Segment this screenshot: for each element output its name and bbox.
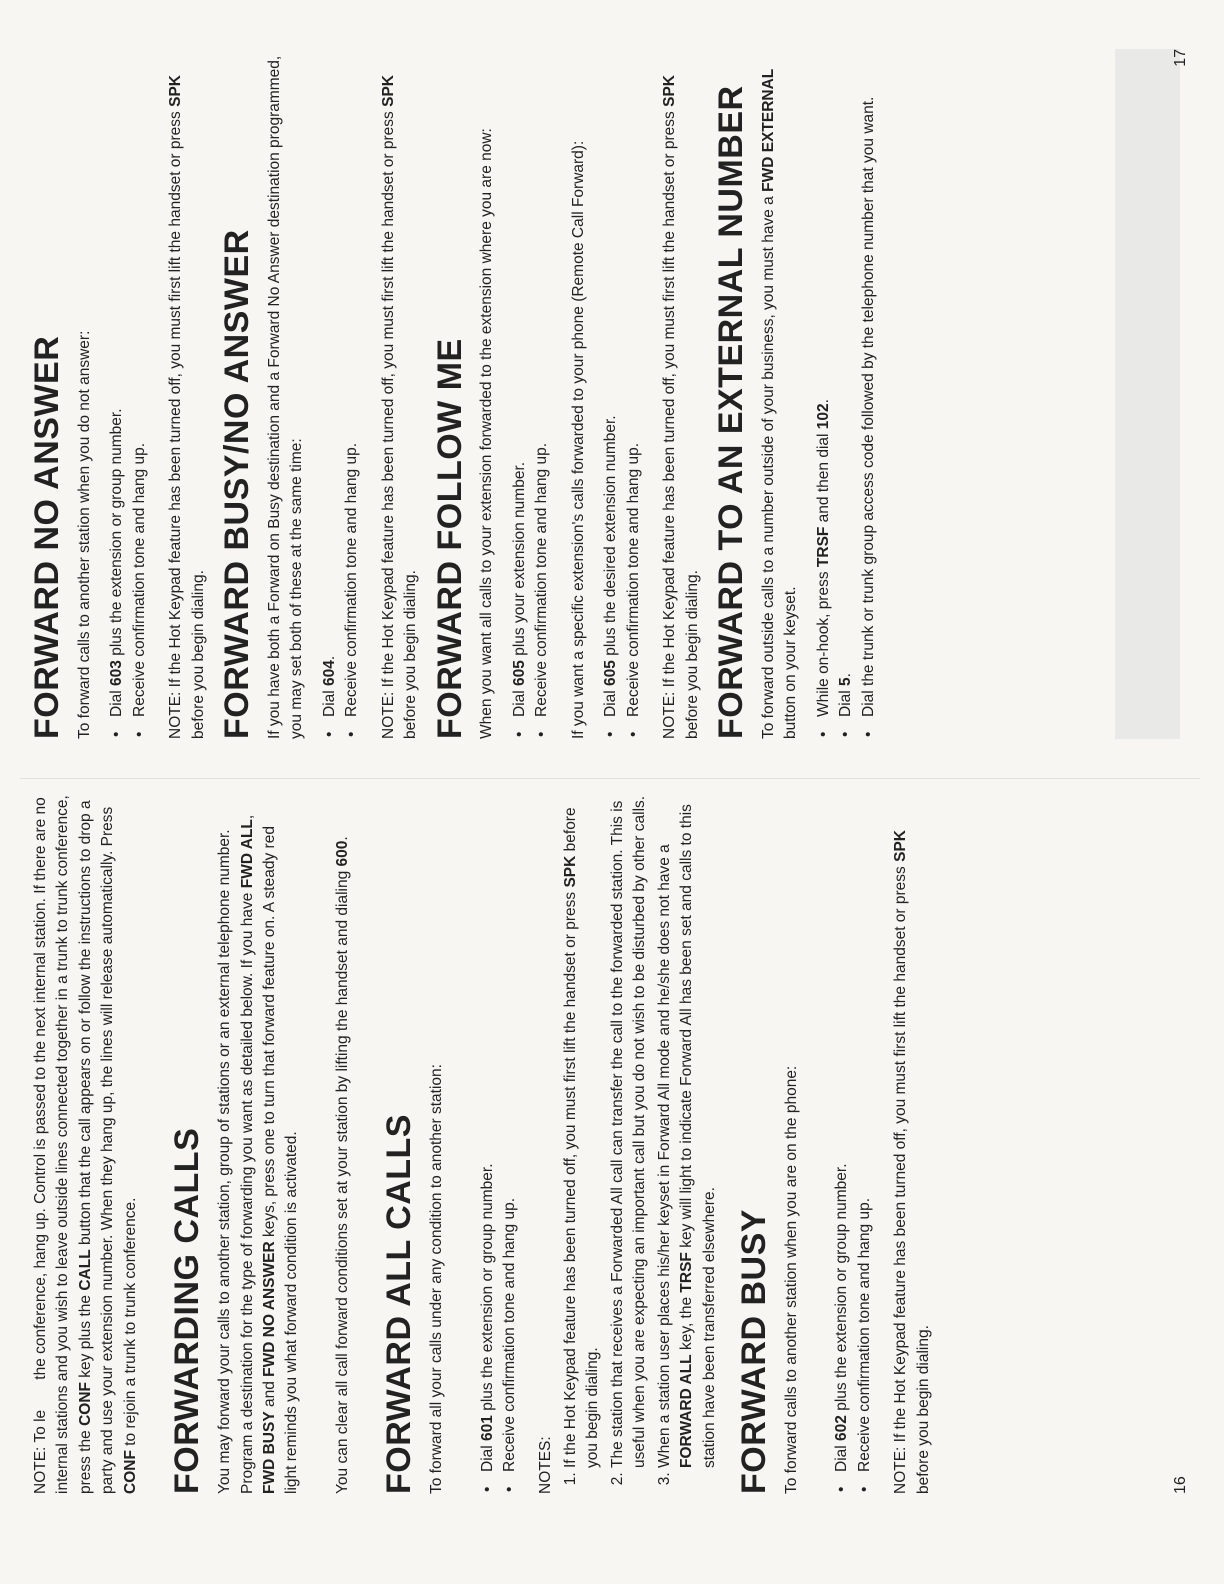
section-title-forward-follow-me: FORWARD FOLLOW ME	[430, 338, 469, 739]
notes-list	[560, 794, 721, 1494]
list-item: • Dial 605 plus the desired extension number.	[600, 49, 622, 717]
list-item: • While on-hook, press TRSF and then dial 102.	[813, 49, 835, 717]
list-item: 1. If the Hot Keypad feature has been turned off, you must first lift the handset or press SPK before you begin dialing.	[560, 794, 605, 1468]
section-intro: To forward calls to another station when you are on the phone:	[782, 1065, 800, 1494]
key-name: TRSF	[814, 526, 832, 568]
list-item: • Dial 601 plus the extension or group number.	[477, 794, 499, 1472]
page-number: 16	[1172, 1476, 1189, 1494]
clear-forward-instruction: You can clear all call forward conditions set at your station by lifting the handset and dialing 600.	[333, 836, 351, 1494]
steps-list	[106, 49, 151, 739]
key-name: FORWARD ALL	[678, 1354, 696, 1468]
list-item: • Dial 602 plus the extension or group number.	[831, 794, 853, 1472]
page-fold	[20, 778, 1200, 779]
steps-list	[831, 794, 876, 1494]
note-text: button that the call appears on or follow the instructions to drop a party and use your extension number. When they hang up, the lines will release automatically. Press	[76, 800, 117, 1494]
hot-keypad-note: NOTE: If the Hot Keypad feature has been turned off, you must first lift the handset or press SPK before you begin dialing.	[379, 75, 420, 739]
steps-list	[319, 49, 364, 739]
list-item: • Dial 5.	[835, 49, 857, 717]
list-item: • Receive confirmation tone and hang up.	[499, 794, 521, 1472]
list-item: • Dial 604.	[319, 49, 341, 717]
section-intro: If you have both a Forward on Busy destination and a Forward No Answer destination programmed, you may set both of these at the same time:	[265, 55, 306, 739]
dial-code: 602	[833, 1415, 851, 1441]
section-title-forward-busy: FORWARD BUSY	[735, 1209, 774, 1494]
section-intro: If you want a specific extension's calls forwarded to your phone (Remote Call Forward):	[569, 140, 587, 739]
list-item: • Receive confirmation tone and hang up.	[623, 49, 645, 717]
list-item: • Receive confirmation tone and hang up.	[531, 49, 553, 717]
key-name: CALL	[76, 1249, 94, 1291]
key-name: FWD ALL	[238, 819, 256, 889]
section-title-forwarding-calls: FORWARDING CALLS	[168, 1127, 207, 1494]
key-name: FWD BUSY	[260, 1411, 278, 1494]
dial-code: 601	[478, 1415, 496, 1441]
dial-code: 604	[320, 660, 338, 686]
note-text: key plus the	[76, 1294, 94, 1378]
key-name: SPK	[892, 830, 910, 862]
list-item: • Receive confirmation tone and hang up.	[341, 49, 363, 717]
hot-keypad-note: NOTE: If the Hot Keypad feature has been turned off, you must first lift the handset or press SPK before you begin dialing.	[661, 75, 701, 739]
note-text: the conference, hang up. Control is passed to the next internal station. If there are no internal stations and you wish to leave outside lines connected together in a trunk to trunk conference, press the	[32, 795, 94, 1494]
section-intro: To forward outside calls to a number outside of your business, you must have a FWD EXTERNAL button on your keyset.	[759, 68, 800, 739]
section-intro: To forward calls to another station when you do not answer:	[75, 330, 93, 739]
steps-list	[477, 794, 522, 1494]
dial-code: 605	[602, 660, 620, 686]
key-name: TRSF	[678, 1252, 696, 1293]
list-item: • Dial the trunk or trunk group access code followed by the telephone number that you want.	[858, 49, 880, 717]
key-name: CONF	[121, 1450, 139, 1494]
section-title-forward-all-calls: FORWARD ALL CALLS	[380, 1114, 419, 1494]
key-name: SPK	[167, 75, 185, 107]
hot-keypad-note: NOTE: If the Hot Keypad feature has been turned off, you must first lift the handset or press SPK before you begin dialing.	[892, 830, 932, 1494]
page-16	[30, 794, 1189, 1494]
list-item: • Receive confirmation tone and hang up.	[129, 49, 151, 717]
forwarding-description: You may forward your calls to another station, group of stations or an external telephone number. Program a destination for the type of forwarding you want as detailed below. If you have FWD ALL, FWD BUSY and FWD NO ANSWER keys, press one to turn that forward feature on. A steady red light reminds you what forward condition is activated.	[216, 814, 301, 1494]
dial-code: 102	[814, 403, 832, 430]
conference-note	[30, 794, 142, 1494]
hot-keypad-note: NOTE: If the Hot Keypad feature has been turned off, you must first lift the handset or press SPK before you begin dialing.	[167, 75, 207, 739]
steps-list	[813, 49, 880, 739]
dial-code: 5	[837, 677, 855, 686]
list-item: 3. When a station user places his/her keyset in Forward All mode and he/she does not have a FORWARD ALL key, the TRSF key will light to indicate Forward All has been set and calls to this station have been transferred elsewhere.	[654, 794, 721, 1468]
section-title-forward-external: FORWARD TO AN EXTERNAL NUMBER	[711, 85, 750, 739]
section-intro: To forward all your calls under any condition to another station:	[428, 1064, 446, 1494]
key-name: SPK	[661, 75, 679, 107]
steps-list	[600, 49, 645, 739]
notes-label: NOTES:	[537, 1436, 555, 1494]
list-item: 2. The station that receives a Forwarded All call can transfer the call to the forwarded station. This is useful when you are expecting an important call but you do not wish to be disturbed by other calls.	[607, 794, 652, 1468]
list-item: • Dial 603 plus the extension or group number.	[106, 49, 128, 717]
note-text: NOTE: To le	[32, 1409, 49, 1494]
page-number: 17	[1172, 49, 1189, 67]
dial-code: 600	[333, 840, 351, 867]
section-title-forward-no-answer: FORWARD NO ANSWER	[28, 335, 66, 739]
bleed-through-banner	[1115, 49, 1180, 739]
page-17	[28, 49, 1189, 739]
section-intro: When you want all calls to your extension forwarded to the extension where you are now:	[478, 128, 496, 739]
list-item: • Dial 605 plus your extension number.	[509, 49, 531, 717]
section-title-forward-busy-no-answer: FORWARD BUSY/NO ANSWER	[218, 229, 257, 739]
steps-list	[509, 49, 554, 739]
dial-code: 603	[108, 660, 126, 686]
note-text: to rejoin a trunk to trunk conference.	[121, 1197, 139, 1446]
key-name: CONF	[76, 1382, 94, 1426]
key-name: SPK	[379, 75, 397, 107]
key-name: FWD EXTERNAL	[759, 68, 777, 192]
key-name: SPK	[561, 855, 579, 888]
key-name: FWD NO ANSWER	[260, 1241, 278, 1377]
dial-code: 605	[510, 660, 528, 686]
list-item: • Receive confirmation tone and hang up.	[854, 794, 876, 1472]
